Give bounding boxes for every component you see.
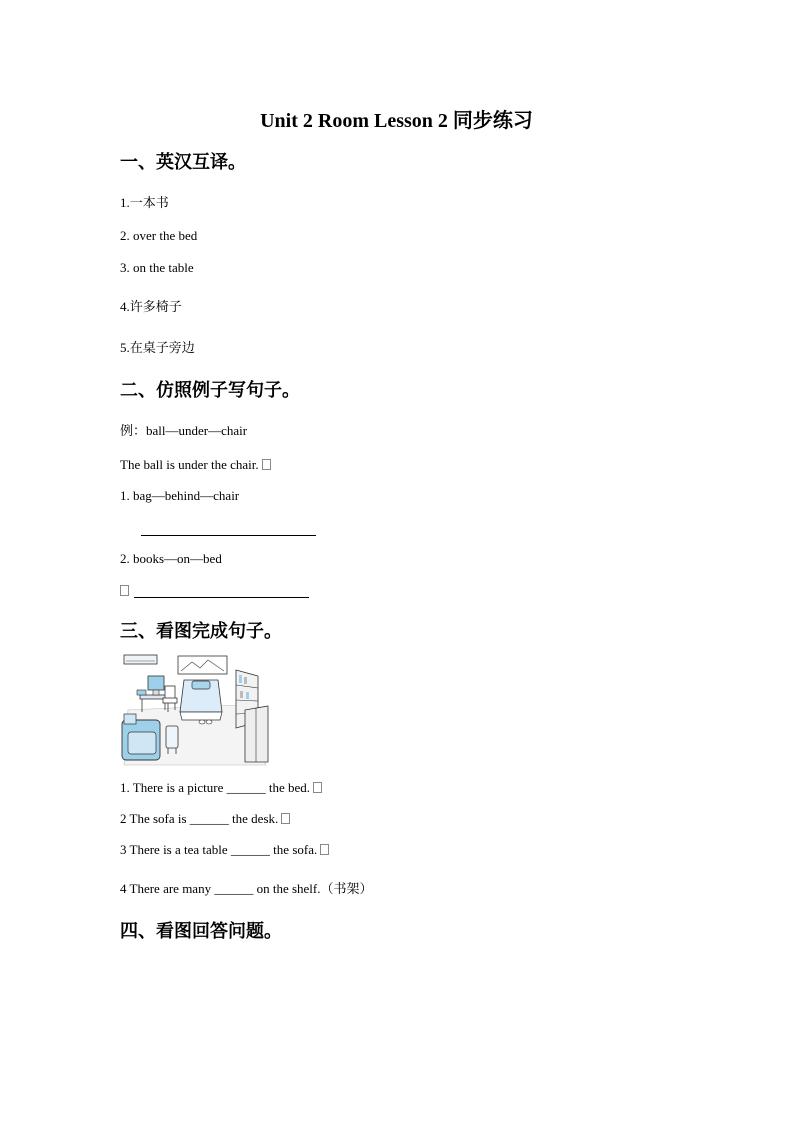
s2-answer-line-2[interactable] <box>134 597 309 598</box>
section-1-heading: 一、英汉互译。 <box>120 152 246 173</box>
s3-question-2 <box>120 811 290 827</box>
air-conditioner-shape <box>124 655 157 664</box>
s3-question-3 <box>120 842 329 858</box>
s1-item-1: 1.一本书 <box>120 195 169 210</box>
bedroom-illustration <box>120 650 269 767</box>
s2-example-prompt: 例：ball—under—chair <box>120 423 248 438</box>
page-title: Unit 2 Room Lesson 2 同步练习 <box>260 110 533 132</box>
s2-example-answer <box>120 457 271 473</box>
section-3-heading: 三、看图完成句子。 <box>120 621 282 642</box>
wall-picture-shape <box>178 656 227 674</box>
s2-answer-row-2 <box>120 583 129 599</box>
section-4-heading: 四、看图回答问题。 <box>120 921 282 942</box>
placeholder-box-icon <box>313 782 322 793</box>
s2-answer-line-1[interactable] <box>141 535 316 536</box>
s3-question-1 <box>120 780 322 796</box>
section-2-heading: 二、仿照例子写句子。 <box>120 380 300 401</box>
placeholder-box-icon <box>262 459 271 470</box>
s1-item-2: 2. over the bed <box>120 228 198 243</box>
s2-question-1: 1. bag—behind—chair <box>120 488 240 503</box>
placeholder-box-icon <box>281 813 290 824</box>
s3-question-4: 4 There are many ______ on the shelf.（书架） <box>120 881 373 896</box>
s3-question-3-text: 3 There is a tea table ______ the sofa. <box>120 842 318 857</box>
wardrobe-shape <box>245 706 268 762</box>
s1-item-3: 3. on the table <box>120 260 194 275</box>
s1-item-4: 4.许多椅子 <box>120 299 182 314</box>
s3-question-1-text: 1. There is a picture ______ the bed. <box>120 780 311 795</box>
s2-question-2: 2. books—on—bed <box>120 551 222 566</box>
s1-item-5: 5.在桌子旁边 <box>120 340 195 355</box>
monitor-shape <box>148 676 164 690</box>
s2-example-answer-text: The ball is under the chair. <box>120 457 259 472</box>
s3-question-2-text: 2 The sofa is ______ the desk. <box>120 811 279 826</box>
placeholder-box-icon <box>120 585 129 596</box>
placeholder-box-icon <box>320 844 329 855</box>
tea-table-shape <box>166 726 178 748</box>
